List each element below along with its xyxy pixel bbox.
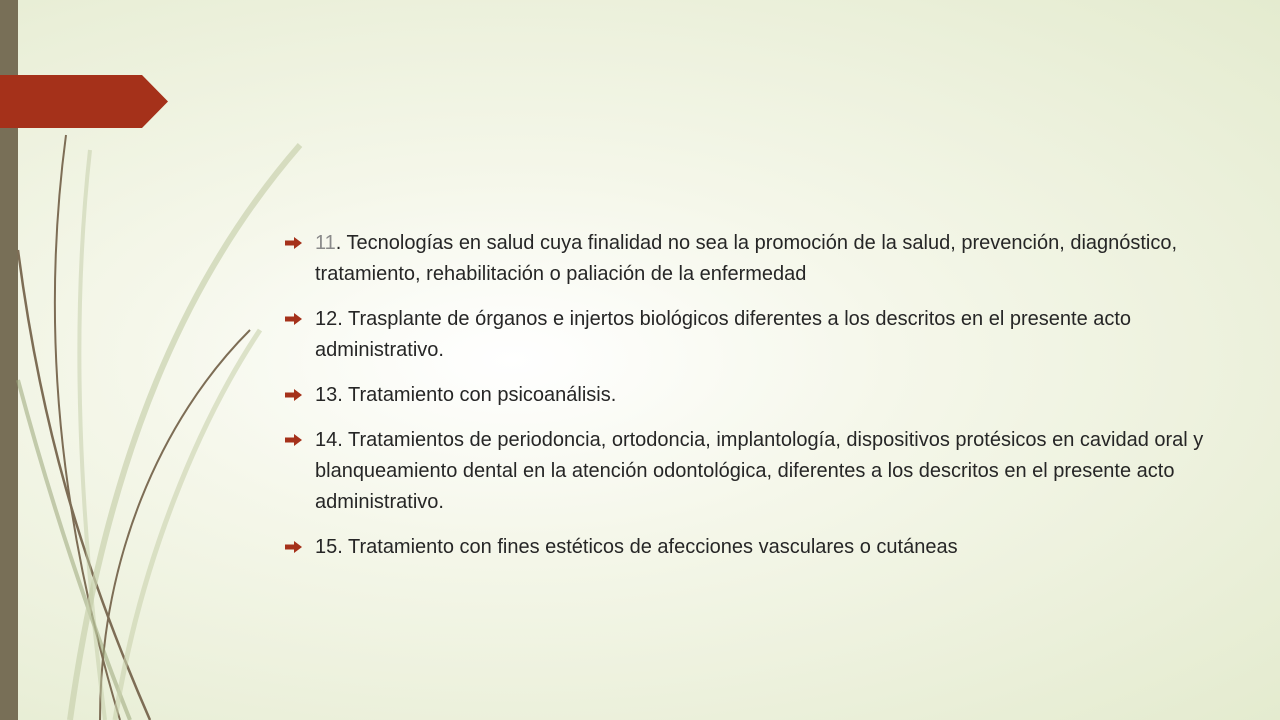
- arrow-right-icon: [285, 434, 302, 446]
- arrow-right-icon: [285, 541, 302, 553]
- item-text: . Tecnologías en salud cuya finalidad no sea la promoción de la salud, prevención, diagnóstico, tratamiento, rehabilitación o paliación de la enfermedad: [315, 232, 1178, 285]
- arrow-right-icon: [285, 237, 302, 249]
- item-text: 15. Tratamiento con fines estéticos de afecciones vasculares o cutáneas: [315, 536, 958, 558]
- arrow-right-icon: [285, 313, 302, 325]
- list-item: [285, 425, 1205, 518]
- bullet-list: [285, 228, 1205, 563]
- list-item: [285, 532, 1205, 563]
- list-item: [285, 304, 1205, 366]
- item-number: 11: [315, 232, 336, 254]
- item-text: 13. Tratamiento con psicoanálisis.: [315, 384, 617, 406]
- item-text: 14. Tratamientos de periodoncia, ortodoncia, implantología, dispositivos protésicos en cavidad oral y blanqueamiento dental en la atención odontológica, diferentes a los descritos en el presente acto administrativo.: [315, 429, 1204, 513]
- list-item: [285, 228, 1205, 290]
- item-text: 12. Trasplante de órganos e injertos biológicos diferentes a los descritos en el presente acto administrativo.: [315, 308, 1132, 361]
- slide-content: [285, 228, 1205, 577]
- decorative-stems: [0, 0, 320, 720]
- arrow-right-icon: [285, 389, 302, 401]
- list-item: [285, 380, 1205, 411]
